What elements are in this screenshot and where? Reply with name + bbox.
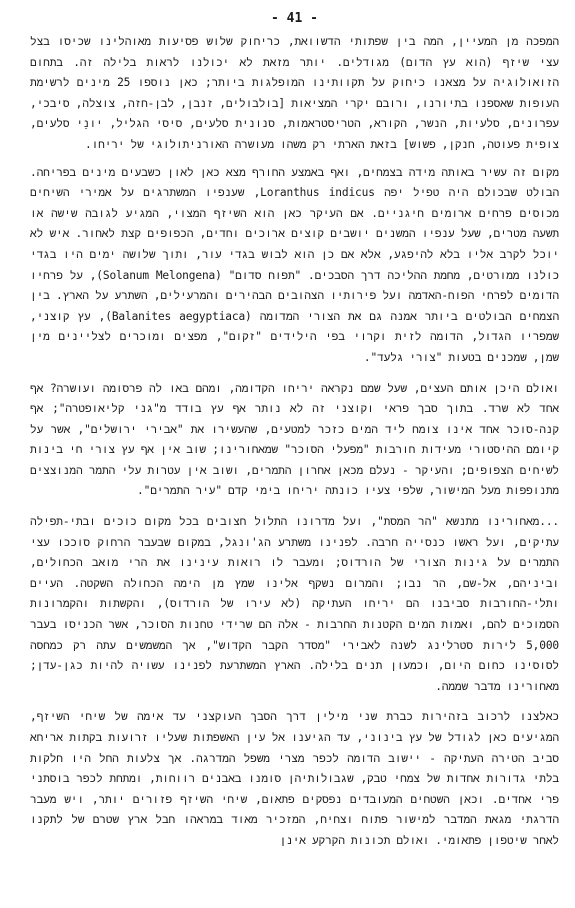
paragraph-lost-trees: ואולם היכן אותם העצים, שעל שמם נקראה יריחו הקדומה, ומהם באו לה פרסומה ועושרה? אף אחד לא שרד. בתוך סבך פראי וקוצני זה לא נותר אף עץ בודד מ"גני קליאופטרה"; אף קנה-סוכר אחד אינו צומח ליד המים כזכר למטעים, שהעשירו את "אבירי ירושלים", אשר על קיומם ההיסטורי מעידות חורבות "מפעלי הסוכר" שמאחורינו; שוב אין אף עץ צורי חי בינות לשיחים הצפופים; והעיקר - נעלם מכאן אחרון התמרים, ושוב אין עטרות עלי התמר המנוצצים מתנופפות מעל המישור, שלפי צעיו כונתה יריחו בימי קדם "עיר התמרים". [30,381,559,498]
paragraph-birds: המפכה מן המעיין, המה בין שפתותי הדשוואת, כריחוק שלוש פסיעות מאוהלינו שכיסו בצל עצי שיזף (הוא עץ הדום) מגודלים. יותר מזאת לא יכולנו לראות בלילה זה. בתחום הזואולוגיה על מצאנו כיחוק על תקוותינו המופלגות ביותר; כאן נוספו 25 מינים לרשימת העופות שאספנו בתיורנו, ורובם יקרי המציאות [בולבולים, זנבן, לבן-חזה, צוצלה, סיבכי, עפרונים, סלעיות, הנשר, הקורא, הטריסטראמות, סנונית סלעים, סיסי הגליל, יונֵי סלעים, צופית פעוטה, חנקן, פשוש] בזאת הארתי רק משהו מעושרה האורניתולוגי של יריחו. [30,35,559,151]
page-number: - 41 - [271,11,318,26]
paragraph-landscape: ...מאחורינו מתנשא "הר המסת", ועל מדרונו התלול חצובים בכל מקום כוכים ובתי-תפילה עתיקים, ועל ראשו כנסייה חרבה. לפנינו משתרע הג'ונגל, במקום שבעבר הרחוק סוככו עצי התמרים על גינות הצורי של הורדוס; ומעבר לו רואות עינינו את הרי מואב הכחולים, וביניהם, אל-שם, הר נבו; והמרום נשקף אלינו שמץ מן הימה הכחולה השקטה. העיים ותלי-החורבות סביבנו הם יריחו העתיקה (לא עירו של הורדוס), והקשתות והקמרונות הסמוכים להם, ואמות המים הקטנות החרבות - אלה הם שרידי טחנות הסוכר, אשר הכניסו בעבר 5,000 לירות סטרלינג לשנה לאבירי "מסדר הקבר הקדוש", אך המשמשים עתה רק כמחסה לסוסינו כחום היום, וכמעון תנים בלילה. הארץ המשתרעת לפנינו עשויה להיות כגן-עדן; מאחורינו מדבר שממה. [30,515,559,693]
paragraph-plants: מקום זה עשיר באותה מידה בצמחים, ואף באמצע החורף מצא כאן לאון כשבעים מינים בפריחה. הבולט שבכולם היה טפיל יפה Loranthus indicus, שענפיו המשתרגים על אמירי השיחים מכוסים פרחים ארומים חיגניים. אם העיקר כאן הוא השיזף המצוי, המגיע לגובה שישה או תשעה מטרים, שעל ענפיו המשנים יושבים קוצים ארוכים וחדים, הכפופים קצת לאחור. איש לא יוכל לקרב אליו בלא להיפגע, אלא אם כן הוא לבוש בגדי עור, ותוך שלושה ימים היו בגדי כולנו ממורטים, מחמת ההליכה דרך הסבכים. "תפוח סדום" (Solanum Melongena), על פרחיו הדומים לפרחי הפוח-האדמה ועל פירותיו הצהובים הבהירים והמרעילים, השתרע על הארץ. בין הצמחים הבולטים ביותר אמנה גם את הצורי המדומה (Balanites aegyptiaca), עץ קוצני, שמפריו הגדול, הדומה לזית וקרוי בפי הילידים "זקום", מפצים ומוכרים לצליינים מין שמן, שמכנים בטעות "צורי גלעד". [30,165,560,364]
paragraph-ride: כאלצנו לרכוב בזהירות כברת שני מילין דרך הסבך העוקצני עד אימה של שיחי השיזף, המגיעים כאן לגודל של עץ בינוני, עד הגיענו אל עין האשפתות שעליו זרועות בקתות אריחא סביב הטירה העתיקה - יישוב הדומה לכפר מצרי משפל המדרגה. אך צלעות החל היו חלקות בלתי גדורות אחדות של צמחי טבק, שגבולותיהן סומנו באבנים רווחות, ומתחת לכפר בוסתני פרי אחדים. וכאן השטחים המעובדים נפסקים פתאום, שיחי השיזף פזורים יותר, ויש מעבר הדרגתי מגאת המדבר למישור פתוח וצחיח, המזכיר מאוד במראהו חבל ארץ שטרם של לתקנו לאחר שיטפון פתאומי. ואולם תכונות הקרקע אינן [30,710,559,847]
